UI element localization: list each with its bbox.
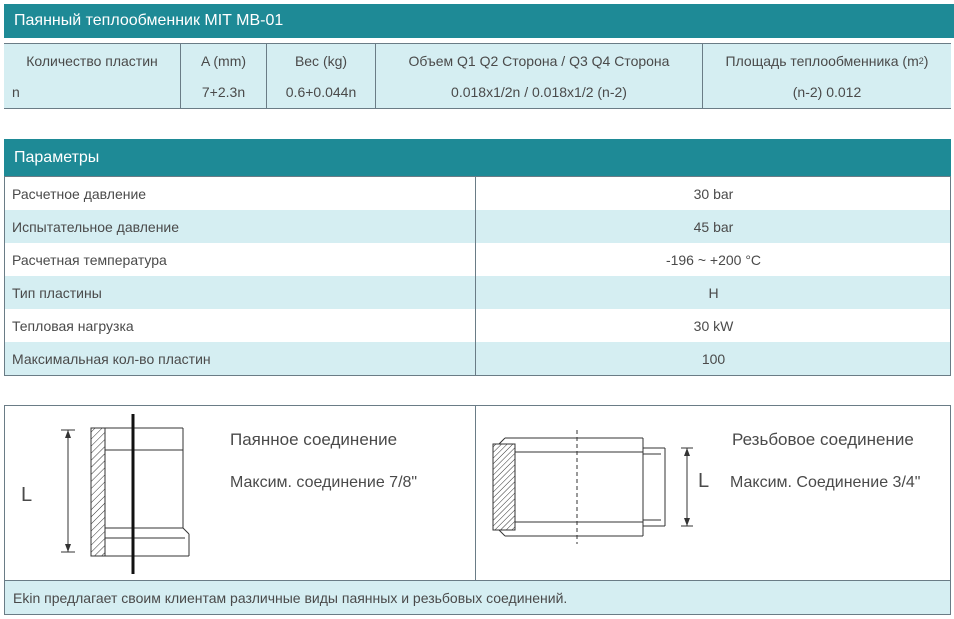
cell-a: 7+2.3n bbox=[181, 76, 267, 108]
param-name: Максимальная кол-во пластин bbox=[4, 342, 476, 375]
cell-area: (n-2) 0.012 bbox=[792, 84, 862, 100]
param-value: H bbox=[708, 284, 719, 301]
cell-volume: 0.018x1/2n / 0.018x1/2 (n-2) bbox=[376, 76, 703, 108]
param-name: Испытательное давление bbox=[4, 210, 476, 243]
param-value: 30 bar bbox=[693, 185, 734, 202]
parameters-title bbox=[4, 139, 951, 176]
col-header-area bbox=[703, 44, 951, 77]
threaded-max: Максим. Соединение 3/4" bbox=[730, 474, 921, 491]
brazed-connection-drawing bbox=[35, 410, 195, 578]
col-header-plates: Количество пластин bbox=[4, 44, 181, 77]
param-value: 30 kW bbox=[693, 317, 734, 334]
col-header-weight: Вес (kg) bbox=[267, 44, 376, 77]
param-value: -196 ~ +200 °C bbox=[665, 251, 762, 268]
threaded-title: Резьбовое соединение bbox=[732, 430, 914, 449]
param-name: Расчетное давление bbox=[4, 177, 476, 210]
param-name: Тип пластины bbox=[4, 276, 476, 309]
param-name: Расчетная температура bbox=[4, 243, 476, 276]
param-name: Тепловая нагрузка bbox=[4, 309, 476, 342]
table-row bbox=[4, 76, 951, 109]
col-header-area-close: ) bbox=[923, 52, 929, 69]
cell-weight: 0.6+0.044n bbox=[267, 76, 376, 108]
param-row bbox=[4, 210, 951, 244]
col-header-area-text: Площадь теплообменника (m bbox=[725, 52, 919, 69]
brazed-title: Паянное соединение bbox=[230, 430, 398, 449]
col-header-a: A (mm) bbox=[181, 44, 267, 77]
threaded-connection-drawing bbox=[491, 426, 701, 556]
connections-panel bbox=[4, 405, 951, 615]
param-row bbox=[4, 177, 951, 211]
param-value: 45 bar bbox=[693, 218, 734, 235]
col-header-area-sup: 2 bbox=[918, 55, 924, 66]
table-title bbox=[4, 4, 954, 38]
param-row bbox=[4, 276, 951, 310]
col-header-volume: Объем Q1 Q2 Сторона / Q3 Q4 Сторона bbox=[376, 44, 703, 77]
param-row bbox=[4, 309, 951, 343]
connections-footer: Ekin предлагает своим клиентам различные виды паянных и резьбовых соединений. bbox=[5, 580, 950, 614]
panel-divider bbox=[475, 406, 476, 580]
param-row bbox=[4, 243, 951, 277]
brazed-max: Максим. соединение 7/8" bbox=[230, 474, 418, 491]
threaded-dim-label: L bbox=[698, 470, 710, 492]
cell-plates: n bbox=[4, 76, 181, 108]
parameters-title-text: Параметры bbox=[14, 148, 100, 166]
brazed-dim-label: L bbox=[21, 484, 33, 506]
table-title-text: Паянный теплообменник MIT MB-01 bbox=[14, 12, 284, 29]
table-header-row bbox=[4, 43, 951, 78]
param-value: 100 bbox=[701, 350, 726, 367]
param-row bbox=[4, 342, 951, 376]
